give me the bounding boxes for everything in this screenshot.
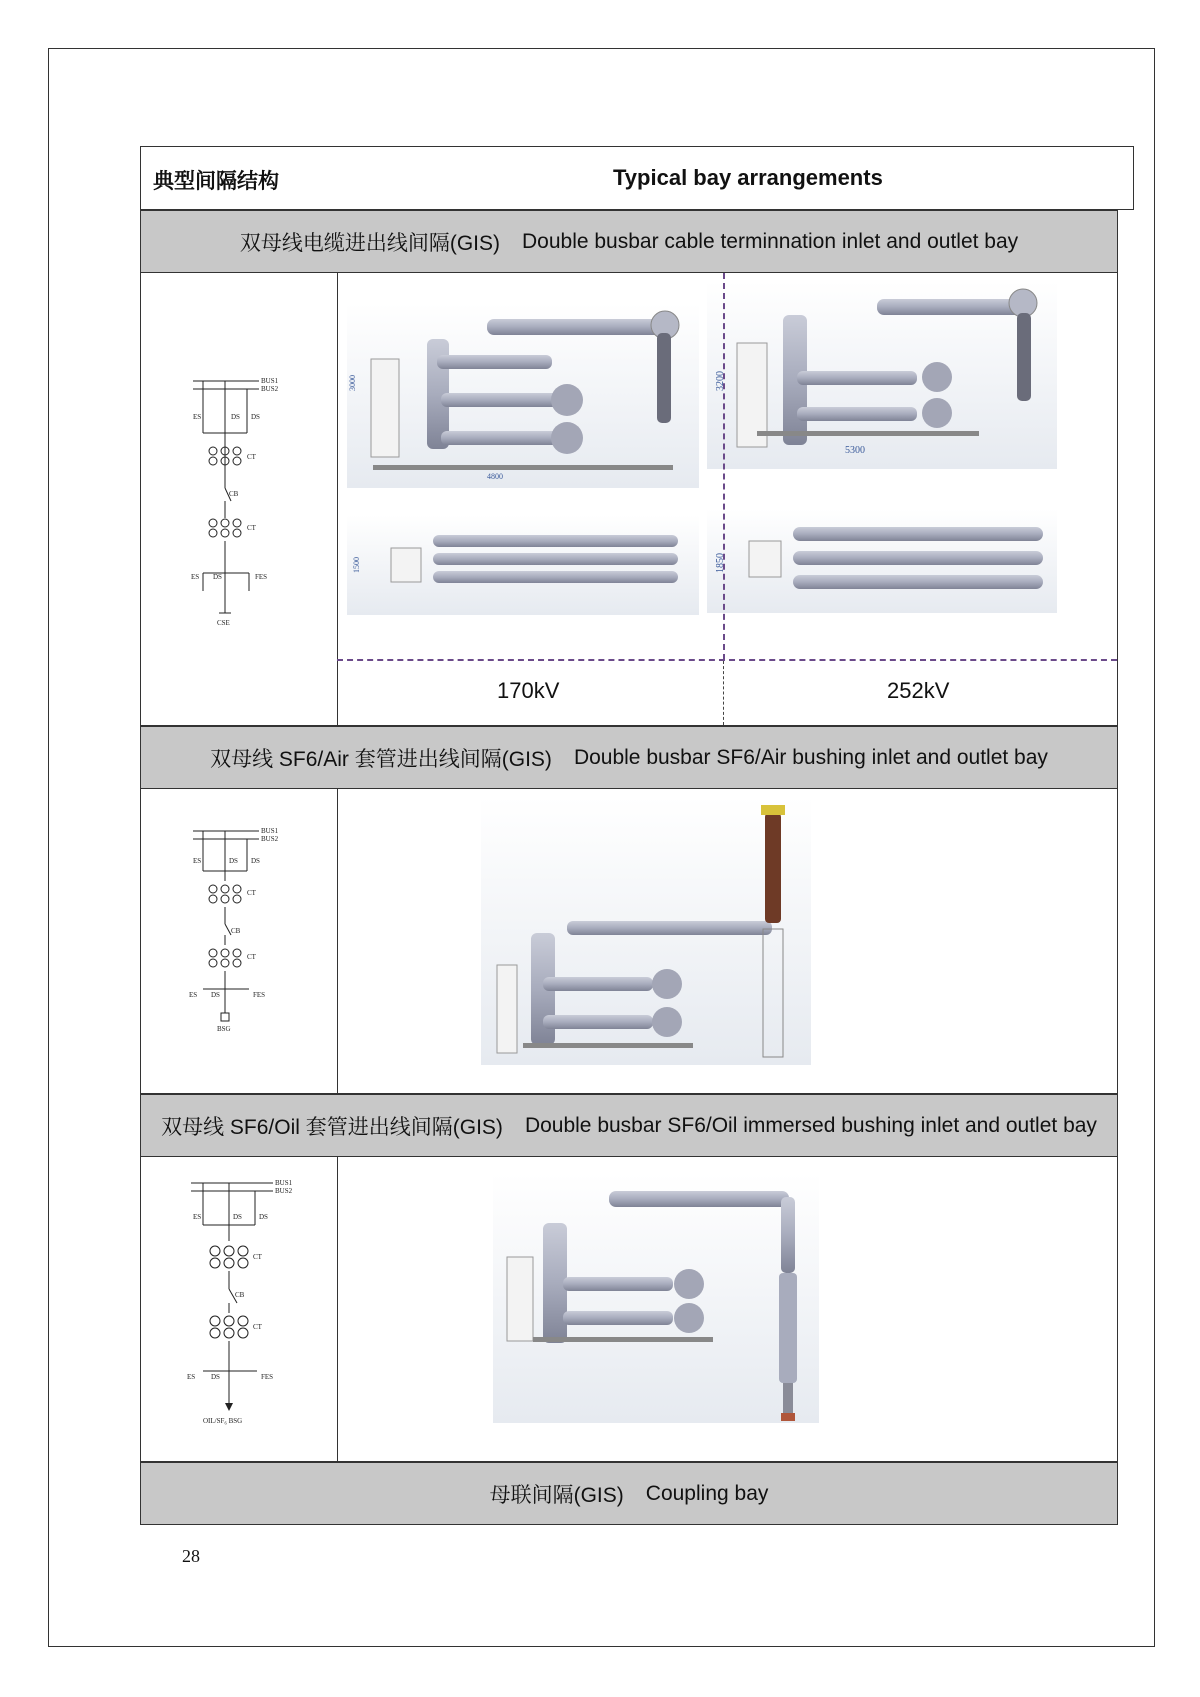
voltage-label-252kv: 252kV: [887, 678, 950, 703]
sld-label-es-2: ES: [191, 573, 200, 581]
section-header-cable-bay: [140, 210, 1118, 273]
sld-label-ds: DS: [231, 413, 240, 421]
sld-label-es: ES: [193, 857, 202, 865]
section-title-en: Coupling bay: [645, 1481, 769, 1505]
cable-bay-row: [140, 273, 1118, 726]
sld-label-cb: CB: [231, 927, 241, 935]
divider-horizontal: [337, 659, 1117, 661]
section-title-cn: 双母线电缆进出线间隔(GIS): [239, 231, 500, 255]
sld-label-bus1: BUS1: [261, 827, 279, 835]
sld-label-ds-3: DS: [213, 573, 222, 581]
sld-diagram-oil-bsg: [141, 1157, 337, 1462]
sld-diagram-cse: [141, 273, 337, 726]
sld-label-ds-2: DS: [251, 857, 260, 865]
sld-label-ct: CT: [253, 1253, 262, 1261]
sld-label-ct: CT: [247, 453, 256, 461]
sld-label-bus2: BUS2: [261, 385, 279, 393]
sld-label-ds-3: DS: [211, 991, 220, 999]
title-chinese: 典型间隔结构: [153, 170, 279, 193]
dim-252-length: 5300: [845, 445, 865, 456]
bay-table: [140, 210, 1118, 1531]
oil-bushing-bay-row: [140, 1157, 1118, 1462]
section-title-cn: 双母线 SF6/Oil 套管进出线间隔(GIS): [161, 1115, 503, 1139]
sld-label-fes: FES: [261, 1373, 274, 1381]
sld-label-ct-2: CT: [247, 953, 256, 961]
section-header-coupling-bay: [140, 1462, 1118, 1525]
title-box: [140, 146, 1134, 210]
air-bushing-bay-image: [337, 789, 1117, 1093]
section-title-en: Double busbar cable terminnation inlet and outlet bay: [522, 229, 1019, 253]
sld-label-ds: DS: [229, 857, 238, 865]
cable-bay-images: [337, 273, 1117, 725]
cable-bay-single-line-diagram: [141, 273, 338, 725]
sld-label-es: ES: [193, 413, 202, 421]
air-bushing-bay-row: [140, 789, 1118, 1094]
section-title-en: Double busbar SF6/Oil immersed bushing inlet and outlet bay: [524, 1113, 1097, 1137]
voltage-label-170kv: 170kV: [497, 678, 560, 703]
dim-170-width: 1500: [352, 557, 361, 573]
gis-drawing-oil-bushing: [337, 1157, 1119, 1462]
page-number: 28: [182, 1546, 200, 1566]
sld-label-fes: FES: [253, 991, 266, 999]
sld-label-bsg: BSG: [217, 1025, 231, 1033]
sld-label-bus2: BUS2: [261, 835, 279, 843]
gis-drawing-air-bushing: [337, 789, 1119, 1094]
dim-252-width: 1850: [715, 553, 726, 573]
sld-diagram-bsg: [141, 789, 337, 1094]
sld-label-ds: DS: [233, 1213, 242, 1221]
sld-label-ct-2: CT: [253, 1323, 262, 1331]
divider-vertical: [723, 273, 725, 660]
sld-label-fes: FES: [255, 573, 268, 581]
sld-label-ct: CT: [247, 889, 256, 897]
sld-label-cb: CB: [235, 1291, 245, 1299]
sld-label-ds-2: DS: [259, 1213, 268, 1221]
sld-label-ds-2: DS: [251, 413, 260, 421]
sld-label-bus2: BUS2: [275, 1187, 293, 1195]
dim-252-height: 3200: [715, 371, 726, 391]
oil-bushing-single-line-diagram: [141, 1157, 338, 1461]
section-title-cn: 双母线 SF6/Air 套管进出线间隔(GIS): [210, 747, 552, 771]
sld-label-ds-3: DS: [211, 1373, 220, 1381]
dim-170-length: 4800: [487, 472, 503, 481]
sld-label-cb: CB: [229, 490, 239, 498]
section-header-oil-bushing-bay: [140, 1094, 1118, 1157]
section-title-en: Double busbar SF6/Air bushing inlet and outlet bay: [573, 745, 1048, 769]
dim-170-height: 3000: [348, 375, 357, 391]
sld-label-bus1: BUS1: [261, 377, 279, 385]
section-title-cn: 母联间隔(GIS): [489, 1483, 624, 1507]
sld-label-ct-2: CT: [247, 524, 256, 532]
oil-bushing-bay-image: [337, 1157, 1117, 1461]
sld-label-oil-bsg: OIL/SF₆ BSG: [203, 1417, 243, 1425]
section-header-air-bushing-bay: [140, 726, 1118, 789]
sld-label-es: ES: [193, 1213, 202, 1221]
sld-label-bus1: BUS1: [275, 1179, 293, 1187]
air-bushing-single-line-diagram: [141, 789, 338, 1093]
title-english: Typical bay arrangements: [613, 165, 883, 190]
divider-voltage: [723, 661, 724, 725]
sld-label-cse: CSE: [217, 619, 230, 627]
sld-label-es-2: ES: [187, 1373, 196, 1381]
sld-label-es-2: ES: [189, 991, 198, 999]
